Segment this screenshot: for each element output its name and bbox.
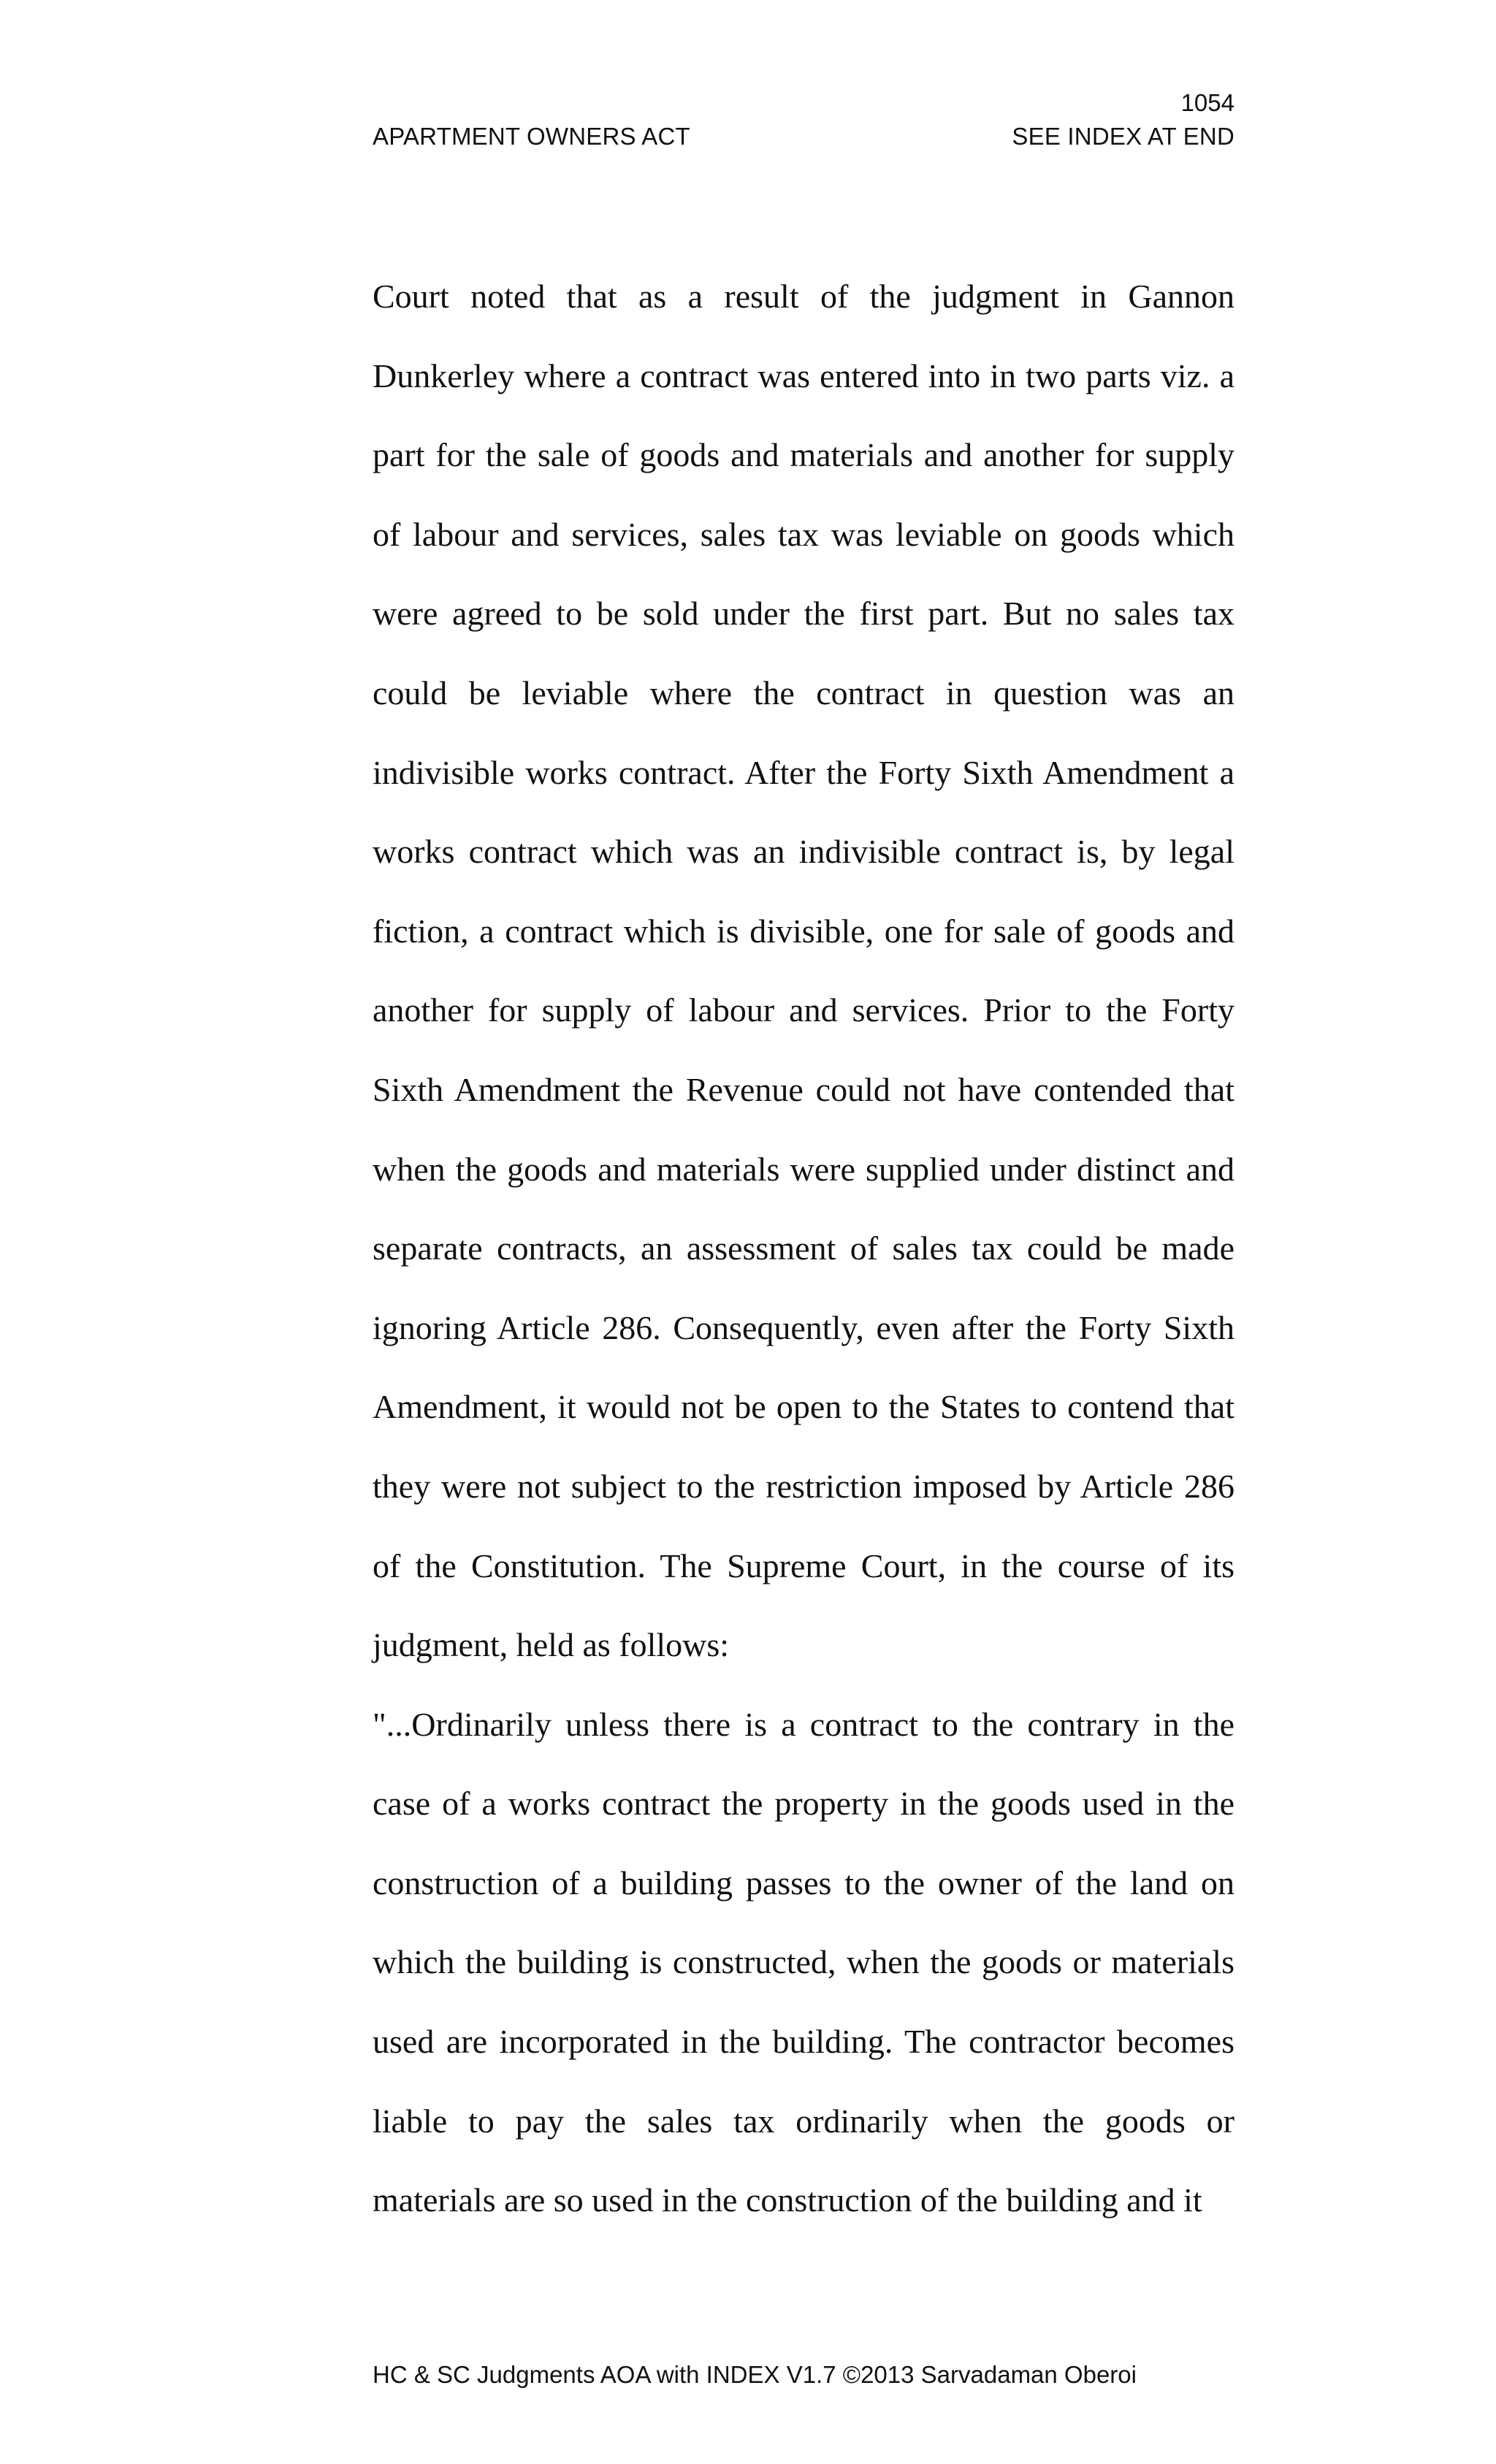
running-header-index-note: SEE INDEX AT END	[1012, 123, 1234, 150]
running-header-title: APARTMENT OWNERS ACT	[373, 123, 690, 150]
footer: HC & SC Judgments AOA with INDEX V1.7 ©2013 Sarvadaman Oberoi	[373, 2361, 1137, 2388]
body-text	[373, 257, 1234, 2240]
quoted-paragraph: "...Ordinarily unless there is a contract to the contrary in the case of a works contract the property in the goods used in the construction of a building passes to the owner of the land on which the building is constructed, when the goods or materials used are incorporated in the building. The contractor becomes liable to pay the sales tax ordinarily when the goods or materials are so used in the construction of the building and it	[373, 1705, 1234, 2219]
paragraph: Court noted that as a result of the judgment in Gannon Dunkerley where a contract was entered into in two parts viz. a part for the sale of goods and materials and another for supply of labour and services, sales tax was leviable on goods which were agreed to be sold under the first part. But no sales tax could be leviable where the contract in question was an indivisible works contract. After the Forty Sixth Amendment a works contract which was an indivisible contract is, by legal fiction, a contract which is divisible, one for sale of goods and another for supply of labour and services. Prior to the Forty Sixth Amendment the Revenue could not have contended that when the goods and materials were supplied under distinct and separate contracts, an assessment of sales tax could be made ignoring Article 286. Consequently, even after the Forty Sixth Amendment, it would not be open to the States to contend that they were not subject to the restriction imposed by Article 286 of the Constitution. The Supreme Court, in the course of its judgment, held as follows:	[373, 278, 1234, 1664]
page-number: 1054	[1180, 89, 1234, 116]
